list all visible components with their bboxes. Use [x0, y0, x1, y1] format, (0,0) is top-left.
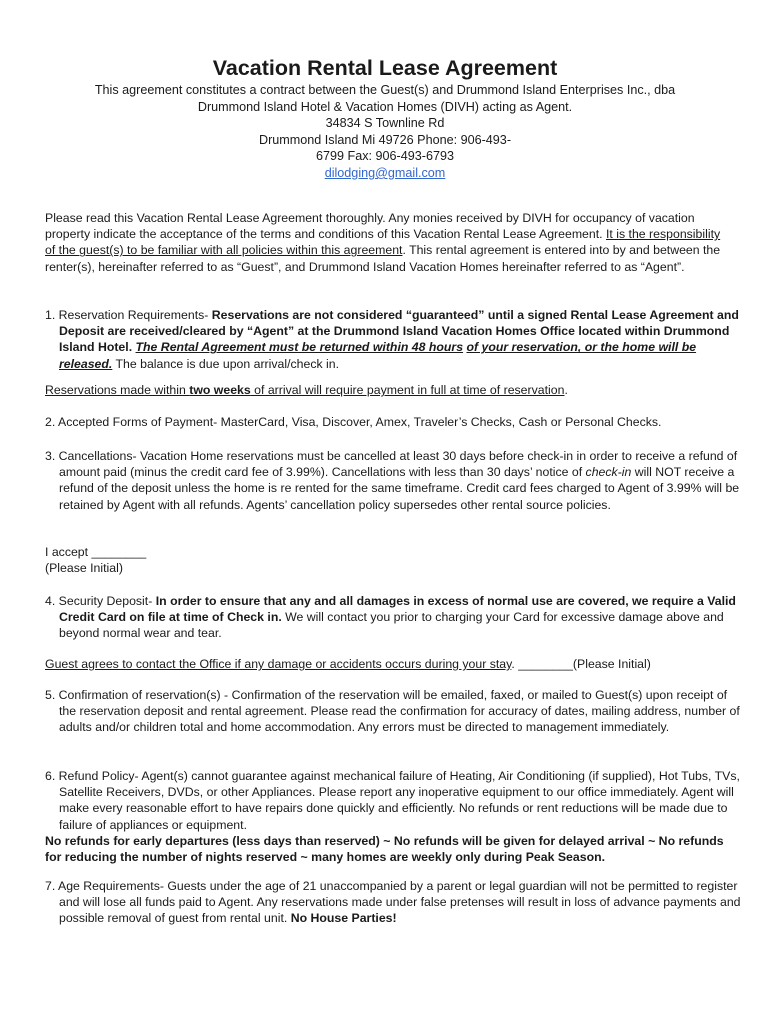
section-3-text: 3. Cancellations- Vacation Home reservations must be cancelled at least 30 days before check-in in order to receive a refund of amount paid (minus the credit card fee of 3.99%). Cancellations with less than 30 days’ notice of	[45, 449, 738, 480]
agreement-header	[0, 82, 770, 182]
section-2-payment: 2. Accepted Forms of Payment- MasterCard, Visa, Discover, Amex, Traveler’s Checks, Cash or Personal Checks.	[45, 415, 662, 429]
section-6-refund-policy: 6. Refund Policy- Agent(s) cannot guarantee against mechanical failure of Heating, Air Conditioning (if supplied), Hot Tubs, TVs, Satellite Receivers, DVDs, or other Appliances. Please report any inoperative equipment to our office immediately. Agent will make every reasonable effort to have repairs done quickly and efficiently. No refunds or rent reductions will be made due to failure of appliances or equipment.	[45, 769, 740, 832]
section-3-text-2: will NOT receive a refund of the deposit unless the home is re rented for the same timeframe. Credit card fees charged to Agent of 3.99% will be retained by Agent with all refunds. Agents’ cancellation policy supersedes other rental source policies.	[59, 465, 740, 512]
section-1-bold: Reservations are not considered “guaranteed” until a signed Rental Lease Agreement and Deposit are received/cleared by “Agent” at the Drummond Island Vacation Homes Office located within Drummond Island Hotel.	[59, 308, 739, 355]
accept-initial	[45, 544, 730, 576]
section-4-tail: We will contact you prior to charging your Card for excessive damage above and beyond normal wear and tear.	[59, 610, 724, 641]
header-address: 34834 S Townline Rd	[325, 116, 445, 131]
header-line-2: Drummond Island Hotel & Vacation Homes (DIVH) acting as Agent.	[197, 99, 573, 114]
header-city-phone: Drummond Island Mi 49726 Phone: 906-493-	[258, 132, 512, 147]
note-period: .	[564, 383, 568, 397]
section-4-lead: 4. Security Deposit-	[45, 594, 156, 608]
intro-text: Please read this Vacation Rental Lease Agreement thoroughly. Any monies received by DIVH for occupancy of vacation property indicate the acceptance of the terms and conditions of this Vacation Rental Lease Agreement.	[45, 211, 695, 242]
section-3-italic: check-in	[585, 465, 632, 480]
intro-underlined: It is the responsibility of the guest(s) to be familiar with all policies within this agreement	[45, 227, 721, 258]
two-weeks-note	[45, 382, 730, 398]
damage-contact-note	[45, 656, 730, 672]
note-text: Reservations made within	[45, 383, 190, 397]
please-initial: (Please Initial)	[45, 561, 123, 576]
email-link[interactable]: dilodging@gmail.com	[324, 165, 446, 180]
section-1-lead: 1. Reservation Requirements-	[45, 308, 212, 322]
header-fax: 6799 Fax: 906-493-6793	[316, 149, 454, 164]
section-5-confirmation: 5. Confirmation of reservation(s) - Confirmation of the reservation will be emailed, faxed, or mailed to Guest(s) upon receipt of the reservation deposit and rental agreement. Please read the confirmation for accuracy of dates, mailing address, number of adults and/or children total and home accommodation. Any errors must be directed to management immediately.	[45, 688, 740, 735]
section-7-text: 7. Age Requirements- Guests under the age of 21 unaccompanied by a parent or legal guardian will not be permitted to register and will lose all funds paid to Agent. Any reservations made under false pretenses will result in loss of advance payments and possible removal of guest from rental unit.	[45, 879, 741, 926]
intro-text-2: . This rental agreement is entered into by and between the renter(s), hereinafter referred to as “Guest”, and Drummond Island Vacation Homes hereinafter referred to as “Agent”.	[45, 243, 721, 274]
section-1-emphasis: The Rental Agreement must be returned within 48 hours	[135, 340, 464, 355]
section-1-emphasis-2: of your reservation, or the home will be released.	[59, 340, 697, 371]
note-bold: two weeks	[189, 383, 251, 397]
section-4-security-deposit	[45, 593, 744, 642]
section-1-reservation	[45, 307, 744, 372]
page-title: Vacation Rental Lease Agreement	[212, 56, 558, 80]
damage-note-underlined: Guest agrees to contact the Office if any damage or accidents occurs during your stay	[45, 657, 512, 671]
section-7-age-requirements	[45, 878, 744, 927]
no-house-parties: No House Parties!	[290, 911, 397, 926]
section-6-no-refunds: No refunds for early departures (less days than reserved) ~ No refunds will be given for delayed arrival ~ No refunds for reducing the number of nights reserved ~ many homes are weekly only during Peak Season.	[45, 834, 724, 865]
section-3-cancellations	[45, 448, 744, 513]
accept-line: I accept ________	[45, 545, 147, 559]
intro-paragraph	[45, 210, 730, 275]
damage-note-initial: . ________(Please Initial)	[511, 657, 651, 671]
section-1-tail: The balance is due upon arrival/check in.	[112, 356, 340, 371]
header-line-1: This agreement constitutes a contract between the Guest(s) and Drummond Island Enterprises Inc., dba	[94, 83, 676, 97]
section-4-bold: In order to ensure that any and all damages in excess of normal use are covered, we require a Valid Credit Card on file at time of Check in.	[59, 594, 736, 625]
note-text-2: of arrival will require payment in full at time of reservation	[250, 383, 565, 397]
